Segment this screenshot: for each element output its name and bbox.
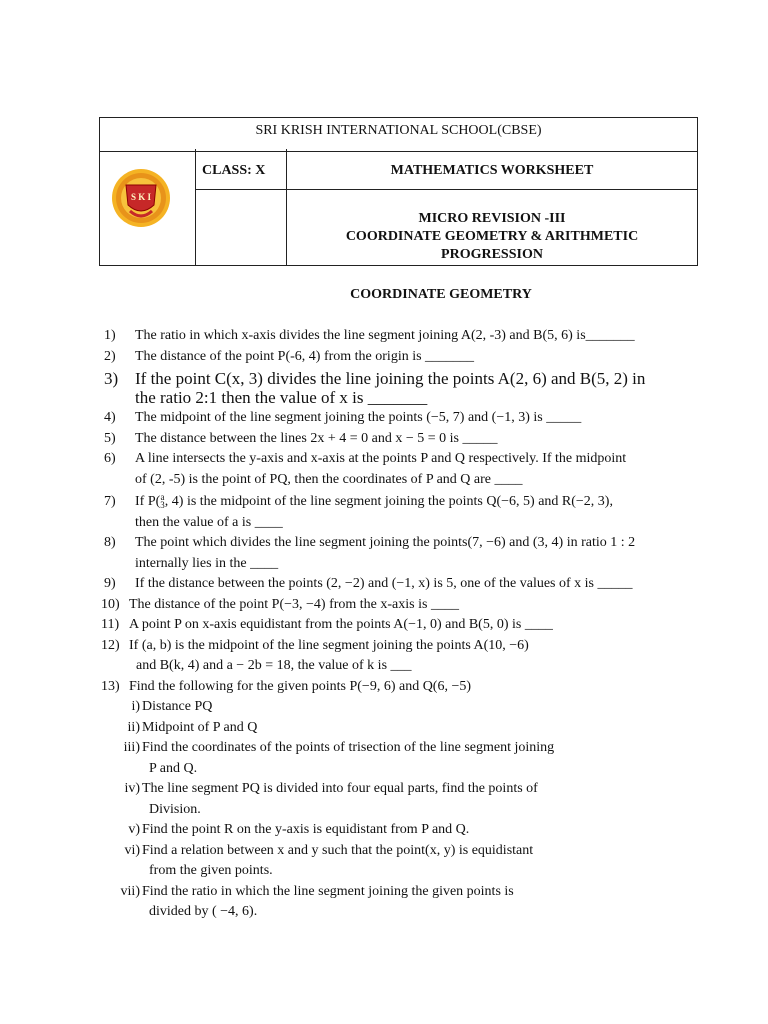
question-text: If the point C(x, 3) divides the line joining the points A(2, 6) and B(5, 2) in bbox=[135, 369, 646, 388]
subpart-number: i) bbox=[131, 699, 140, 714]
question-text-post: , 4) is the midpoint of the line segment joining the points Q(−6, 5) and R(−2, 3), bbox=[164, 494, 613, 509]
topic-line-2: COORDINATE GEOMETRY & ARITHMETIC bbox=[345, 229, 639, 244]
subpart-number: ii) bbox=[127, 719, 140, 735]
blank-cell bbox=[195, 190, 287, 265]
question-text: A point P on x-axis equidistant from the points A(−1, 0) and B(5, 0) is ____ bbox=[129, 617, 553, 632]
subpart-i bbox=[104, 697, 704, 718]
question-text: If the distance between the points (2, −2) and (−1, x) is 5, one of the values of x is _____ bbox=[135, 576, 633, 591]
school-name: SRI KRISH INTERNATIONAL SCHOOL(CBSE) bbox=[100, 118, 697, 152]
logo-cell bbox=[100, 149, 196, 265]
question-text: The midpoint of the line segment joining the points (−5, 7) and (−1, 3) is _____ bbox=[135, 410, 582, 425]
subpart-text-cont: from the given points. bbox=[149, 863, 273, 878]
question-text-pre: If P( bbox=[135, 494, 161, 509]
question-13 bbox=[101, 677, 704, 698]
subpart-ii bbox=[104, 718, 704, 739]
subpart-text: The line segment PQ is divided into four equal parts, find the points of bbox=[142, 781, 538, 796]
subpart-text-cont: Division. bbox=[149, 801, 201, 817]
question-4 bbox=[104, 408, 704, 429]
question-text: The distance of the point P(-6, 4) from the origin is _______ bbox=[135, 348, 475, 364]
subpart-text: Find the point R on the y-axis is equidistant from P and Q. bbox=[142, 822, 470, 837]
question-9 bbox=[104, 574, 704, 595]
subpart-text: Find a relation between x and y such that the point(x, y) is equidistant bbox=[142, 842, 534, 858]
subpart-number: iv) bbox=[124, 781, 140, 796]
question-number: 6) bbox=[104, 451, 116, 466]
subpart-text-cont: P and Q. bbox=[149, 760, 198, 776]
question-text-cont: and B(k, 4) and a − 2b = 18, the value of k is ___ bbox=[136, 658, 412, 673]
section-title: COORDINATE GEOMETRY bbox=[350, 287, 532, 302]
question-8 bbox=[104, 533, 704, 574]
question-11 bbox=[101, 615, 704, 636]
fraction-denominator: 3 bbox=[160, 500, 165, 510]
question-number: 11) bbox=[101, 617, 120, 632]
subpart-vi bbox=[104, 841, 704, 882]
question-number: 7) bbox=[104, 494, 116, 509]
question-number: 1) bbox=[104, 328, 116, 343]
subpart-text: Find the coordinates of the points of trisection of the line segment joining bbox=[142, 740, 555, 755]
school-logo bbox=[108, 167, 174, 229]
subpart-text: Find the ratio in which the line segment joining the given points is bbox=[142, 883, 514, 899]
question-text: Find the following for the given points P(−9, 6) and Q(6, −5) bbox=[129, 678, 472, 694]
question-text: A line intersects the y-axis and x-axis at the points P and Q respectively. If the midpoint bbox=[135, 451, 627, 466]
question-10 bbox=[101, 595, 704, 616]
subpart-v bbox=[104, 820, 704, 841]
question-text: The ratio in which x-axis divides the line segment joining A(2, -3) and B(5, 6) is_______ bbox=[135, 328, 635, 343]
topic-cell bbox=[287, 190, 697, 265]
subpart-iv bbox=[104, 779, 704, 820]
svg-text:S K I: S K I bbox=[130, 192, 152, 202]
question-text: The distance between the lines 2x + 4 = 0 and x − 5 = 0 is _____ bbox=[135, 430, 498, 446]
class-label: CLASS: X bbox=[195, 149, 287, 190]
question-text-cont: the ratio 2:1 then the value of x is _______ bbox=[135, 388, 428, 407]
subpart-number: vi) bbox=[124, 842, 140, 858]
subpart-vii bbox=[104, 882, 704, 923]
question-text: If (a, b) is the midpoint of the line segment joining the points A(10, −6) bbox=[129, 637, 529, 653]
subpart-text: Midpoint of P and Q bbox=[142, 719, 258, 735]
question-list bbox=[101, 326, 704, 923]
question-number: 3) bbox=[104, 369, 119, 388]
fraction-numerator: a bbox=[160, 492, 165, 502]
question-5 bbox=[104, 429, 704, 450]
subpart-text-cont: divided by ( −4, 6). bbox=[149, 904, 258, 919]
question-text: The distance of the point P(−3, −4) from the x-axis is ____ bbox=[129, 596, 459, 612]
question-text-cont: internally lies in the ____ bbox=[135, 555, 279, 571]
question-number: 10) bbox=[101, 596, 120, 612]
question-number: 5) bbox=[104, 430, 116, 446]
question-12 bbox=[101, 636, 704, 677]
topic-line-3: PROGRESSION bbox=[441, 247, 543, 262]
question-text: The point which divides the line segment joining the points(7, −6) and (3, 4) in ratio 1 : 2 bbox=[135, 535, 636, 550]
question-number: 13) bbox=[101, 678, 120, 694]
subject-title: MATHEMATICS WORKSHEET bbox=[287, 149, 697, 190]
question-number: 9) bbox=[104, 576, 116, 591]
header-table bbox=[99, 117, 698, 266]
question-number: 2) bbox=[104, 348, 116, 364]
question-2 bbox=[104, 347, 704, 368]
question-text-cont: of (2, -5) is the point of PQ, then the coordinates of P and Q are ____ bbox=[135, 471, 523, 487]
question-text-cont: then the value of a is ____ bbox=[135, 515, 283, 530]
subpart-number: vii) bbox=[120, 883, 140, 899]
subpart-number: v) bbox=[128, 822, 140, 837]
question-text bbox=[135, 490, 704, 513]
question-number: 12) bbox=[101, 637, 120, 653]
question-number: 8) bbox=[104, 535, 116, 550]
subpart-text: Distance PQ bbox=[142, 699, 213, 714]
question-7 bbox=[104, 490, 704, 533]
subpart-number: iii) bbox=[123, 740, 140, 755]
subpart-iii bbox=[104, 738, 704, 779]
question-3 bbox=[104, 369, 704, 407]
topic-line-1: MICRO REVISION -III bbox=[418, 211, 566, 226]
question-6 bbox=[104, 449, 704, 490]
question-1 bbox=[104, 326, 704, 347]
question-number: 4) bbox=[104, 410, 116, 425]
